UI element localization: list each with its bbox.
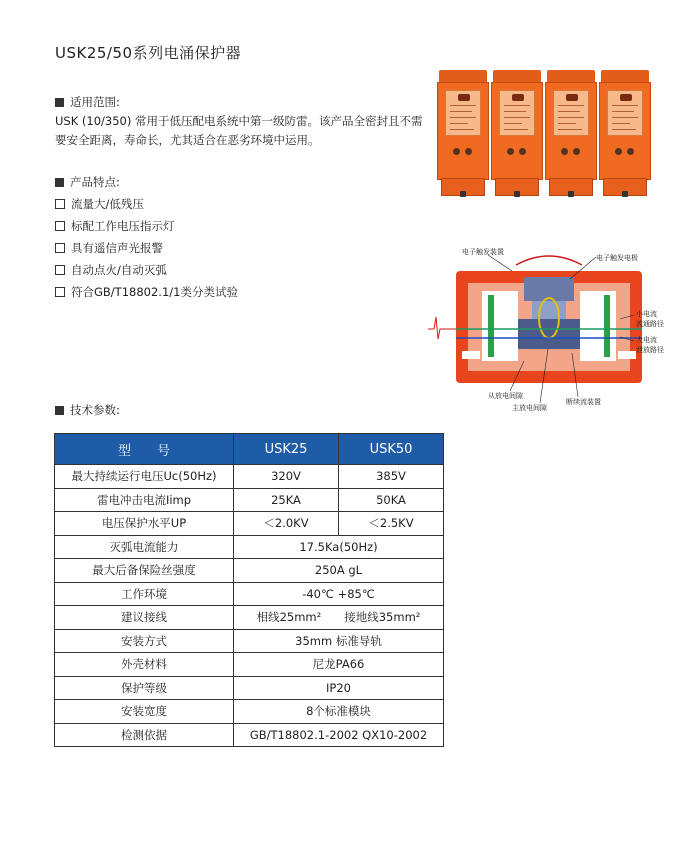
row-label: 检测依据 <box>55 723 234 747</box>
table-row <box>55 676 444 700</box>
feature-item: 标配工作电压指示灯 <box>55 218 175 234</box>
table-row <box>55 465 444 489</box>
brand-logo-icon <box>566 94 578 101</box>
row-value: 35mm 标准导轨 <box>234 629 444 653</box>
label-interrupt-device: 断续流装置 <box>566 398 601 406</box>
checkbox-square-icon <box>55 265 65 275</box>
header-model: 型 号 <box>55 434 234 465</box>
application-heading: 适用范围: <box>55 94 120 110</box>
label-trigger-device: 电子触发装置 <box>462 248 504 256</box>
checkbox-square-icon <box>55 221 65 231</box>
page-title: USK25/50系列电涌保护器 <box>55 44 242 62</box>
bullet-square-icon <box>55 178 64 187</box>
row-value: 250A gL <box>234 559 444 583</box>
application-text: USK (10/350) 常用于低压配电系统中第一级防雷。该产品全密封且不需要安全距离，寿命长，尤其适合在恶劣环境中运用。 <box>55 114 423 147</box>
label-discharge-path: 泄放路径 <box>636 346 664 354</box>
table-row <box>55 512 444 536</box>
checkbox-square-icon <box>55 243 65 253</box>
surge-module <box>491 70 543 198</box>
header-usk50: USK50 <box>339 434 444 465</box>
surge-module <box>545 70 597 198</box>
bullet-square-icon <box>55 98 64 107</box>
row-value: GB/T18802.1-2002 QX10-2002 <box>234 723 444 747</box>
table-row <box>55 535 444 559</box>
feature-item: 符合GB/T18802.1/1类分类试验 <box>55 284 238 300</box>
features-heading: 产品特点: <box>55 174 120 190</box>
table-header-row <box>55 434 444 465</box>
brand-logo-icon <box>512 94 524 101</box>
row-label: 灭弧电流能力 <box>55 535 234 559</box>
spec-table <box>54 433 444 747</box>
row-value-usk25: ＜2.0KV <box>234 512 339 536</box>
row-value-usk50: 385V <box>339 465 444 489</box>
row-label: 电压保护水平UP <box>55 512 234 536</box>
row-label: 安装方式 <box>55 629 234 653</box>
table-row <box>55 629 444 653</box>
table-row <box>55 653 444 677</box>
label-flow-path: 流通路径 <box>636 320 664 328</box>
feature-item: 自动点火/自动灭弧 <box>55 262 167 278</box>
label-secondary-gap: 从放电间隙 <box>488 392 523 400</box>
surge-module <box>437 70 489 198</box>
row-label: 最大持续运行电压Uc(50Hz) <box>55 465 234 489</box>
feature-item: 具有遥信声光报警 <box>55 240 163 256</box>
cross-section-diagram <box>420 243 680 413</box>
row-value: -40℃ +85℃ <box>234 582 444 606</box>
header-usk25: USK25 <box>234 434 339 465</box>
row-label: 雷电冲击电流Iimp <box>55 488 234 512</box>
row-value-usk25: 25KA <box>234 488 339 512</box>
feature-item: 流量大/低残压 <box>55 196 144 212</box>
row-value: 17.5Ka(50Hz) <box>234 535 444 559</box>
table-row <box>55 606 444 630</box>
label-small-current: 小电流 <box>636 310 657 318</box>
row-value: 尼龙PA66 <box>234 653 444 677</box>
row-label: 外壳材料 <box>55 653 234 677</box>
row-value: 8个标准模块 <box>234 700 444 724</box>
row-label: 建议接线 <box>55 606 234 630</box>
table-row <box>55 582 444 606</box>
row-value: IP20 <box>234 676 444 700</box>
row-label: 安装宽度 <box>55 700 234 724</box>
row-label: 保护等级 <box>55 676 234 700</box>
label-large-current: 大电流 <box>636 336 657 344</box>
table-row <box>55 488 444 512</box>
checkbox-square-icon <box>55 287 65 297</box>
label-main-gap: 主放电间隙 <box>512 404 547 412</box>
bullet-square-icon <box>55 406 64 415</box>
label-trigger-electrode: 电子触发电极 <box>596 254 638 262</box>
table-row <box>55 559 444 583</box>
table-row <box>55 723 444 747</box>
checkbox-square-icon <box>55 199 65 209</box>
row-label: 工作环境 <box>55 582 234 606</box>
row-label: 最大后备保险丝强度 <box>55 559 234 583</box>
brand-logo-icon <box>458 94 470 101</box>
tech-heading: 技术参数: <box>55 402 120 418</box>
row-value-usk50: ＜2.5KV <box>339 512 444 536</box>
brand-logo-icon <box>620 94 632 101</box>
row-value-usk25: 320V <box>234 465 339 489</box>
product-photo <box>437 70 651 198</box>
row-value: 相线25mm² 接地线35mm² <box>234 606 444 630</box>
row-value-usk50: 50KA <box>339 488 444 512</box>
surge-module <box>599 70 651 198</box>
table-row <box>55 700 444 724</box>
